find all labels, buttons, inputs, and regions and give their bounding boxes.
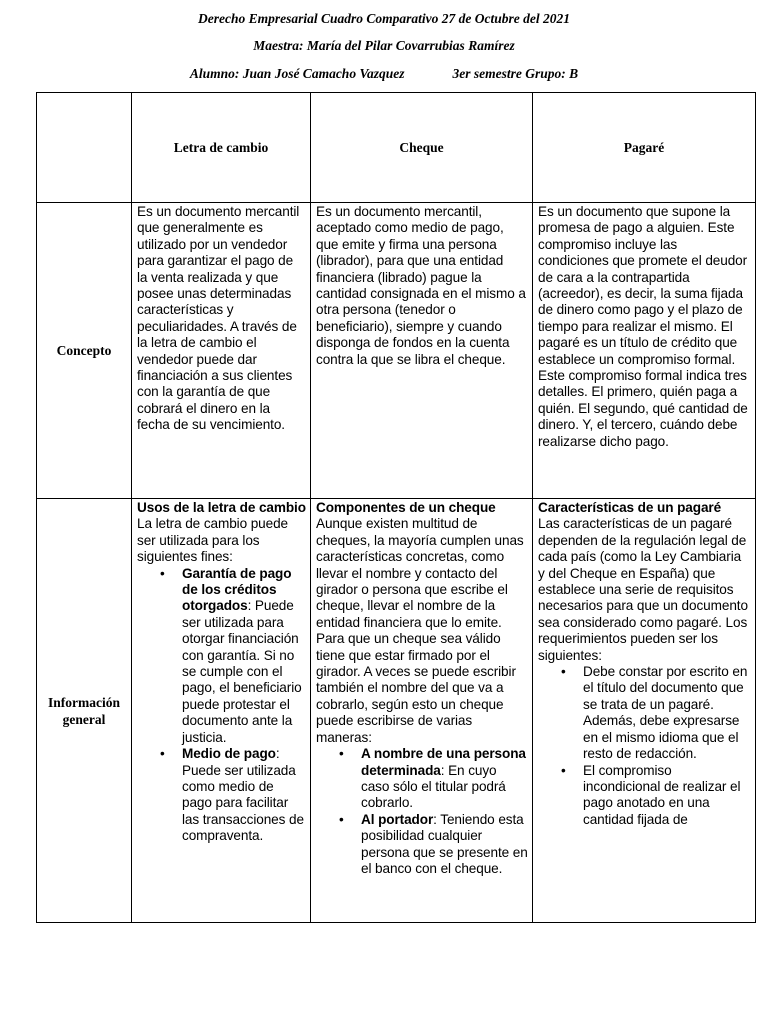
row-label-concepto: Concepto — [37, 203, 132, 499]
teacher-line: Maestra: María del Pilar Covarrubias Ramírez — [253, 38, 515, 53]
list-item-text: El compromiso incondicional de realizar el pago anotado en una cantidad fijada de — [583, 762, 741, 827]
list-item-bold: Al portador — [361, 811, 434, 827]
info-letra-list — [137, 566, 306, 845]
info-letra-intro: La letra de cambio puede ser utilizada para los siguientes fines: — [137, 516, 289, 565]
list-item — [160, 565, 306, 746]
comparison-table — [36, 92, 756, 923]
row-label-informacion-general: Información general — [37, 499, 132, 923]
table-row-concepto — [37, 203, 756, 499]
info-cheque-title: Componentes de un cheque — [316, 500, 496, 515]
header-cell-empty — [37, 93, 132, 203]
info-letra-cell — [132, 499, 311, 923]
table-row-informacion-general — [37, 499, 756, 923]
list-item — [339, 746, 528, 812]
list-item-text: Debe constar por escrito en el título del documento que se trata de un pagaré. Además, debe expresarse en el mismo idioma que el resto de redacción. — [583, 664, 748, 762]
group-info: 3er semestre Grupo: B — [452, 66, 579, 81]
list-item-text: : Puede ser utilizada para otorgar financiación con garantía. Si no se cumple con el pago, el beneficiario puede protestar el documento ante la justicia. — [182, 598, 302, 745]
bullet-icon: • — [160, 565, 165, 581]
list-item — [561, 664, 751, 762]
bullet-icon: • — [160, 746, 165, 762]
concepto-pagare-cell — [533, 203, 756, 499]
bullet-icon: • — [561, 664, 566, 680]
student-line — [0, 65, 768, 83]
bullet-icon: • — [339, 746, 344, 762]
list-item — [561, 762, 751, 829]
list-item — [160, 746, 306, 844]
info-cheque-list — [316, 746, 528, 877]
info-pagare-cell — [533, 499, 756, 923]
info-pagare-list — [538, 664, 751, 828]
info-pagare-title: Características de un pagaré — [538, 500, 722, 515]
list-item-text: : En cuyo caso sólo el titular podrá cobrarlo. — [361, 762, 506, 811]
bullet-icon: • — [339, 811, 344, 827]
document-title: Derecho Empresarial Cuadro Comparativo 27 de Octubre del 2021 — [198, 11, 570, 26]
list-item-bold: Garantía de pago de los créditos otorgados — [182, 565, 292, 614]
list-item-text: : Teniendo esta posibilidad cualquier persona que se presente en el banco con el cheque. — [361, 811, 528, 876]
header-cheque: Cheque — [311, 93, 533, 203]
table-header-row — [37, 93, 756, 203]
concepto-pagare-text: Es un documento que supone la promesa de pago a alguien. Este compromiso incluye las condiciones que promete el deudor de cara a la contrapartida (acreedor), es decir, la suma fijada de dinero como pago y el plazo de tiempo para realizar el mismo. El pagaré es un título de crédito que establece un compromiso formal. Este compromiso formal indica tres detalles. El primero, quién paga a quién. El segundo, qué cantidad de dinero. Y, el tercero, cuándo debe realizarse dicho pago. — [538, 204, 748, 449]
info-letra-title: Usos de la letra de cambio — [137, 500, 306, 515]
list-item-bold: Medio de pago — [182, 746, 276, 762]
list-item-text: : Puede ser utilizada como medio de pago para facilitar las transacciones de compraventa. — [182, 746, 304, 844]
concepto-letra-cell — [132, 203, 311, 499]
info-pagare-intro: Las características de un pagaré dependen de la regulación legal de cada país (como la Ley Cambiaria y del Cheque en España) que establece una serie de requisitos necesarios para que un documento sea considerado como pagaré. Los requerimientos pueden ser los siguientes: — [538, 516, 748, 663]
student-name: Alumno: Juan José Camacho Vazquez — [189, 66, 405, 81]
header-letra-de-cambio: Letra de cambio — [132, 93, 311, 203]
info-cheque-cell — [311, 499, 533, 923]
concepto-cheque-cell — [311, 203, 533, 499]
info-cheque-intro: Aunque existen multitud de cheques, la mayoría cumplen unas características concretas, como llevar el nombre y contacto del girador o persona que escribe el cheque, llevar el nombre de la entidad financiera que lo emite. Para que un cheque sea válido tiene que estar firmado por el girador. A veces se puede escribir también el nombre del que va a cobrarlo, según esto un cheque puede escribirse de varias maneras: — [316, 516, 524, 745]
concepto-letra-text: Es un documento mercantil que generalmente es utilizado por un vendedor para garantizar el pago de la venta realizada y que posee unas determinadas características y peculiaridades. A través de la letra de cambio el vendedor puede dar financiación a sus clientes con la garantía de que cobrará el dinero en la fecha de su vencimiento. — [137, 204, 300, 433]
bullet-icon: • — [561, 762, 566, 778]
concepto-cheque-text: Es un documento mercantil, aceptado como medio de pago, que emite y firma una persona (librador), para que una entidad financiera (librado) pague la cantidad consignada en el mismo a otra persona (tenedor o beneficiario), siempre y cuando disponga de fondos en la cuenta contra la que se libra el cheque. — [316, 204, 526, 367]
header-pagare: Pagaré — [533, 93, 756, 203]
list-item-bold: A nombre de una persona determinada — [361, 746, 526, 778]
list-item — [339, 811, 528, 878]
